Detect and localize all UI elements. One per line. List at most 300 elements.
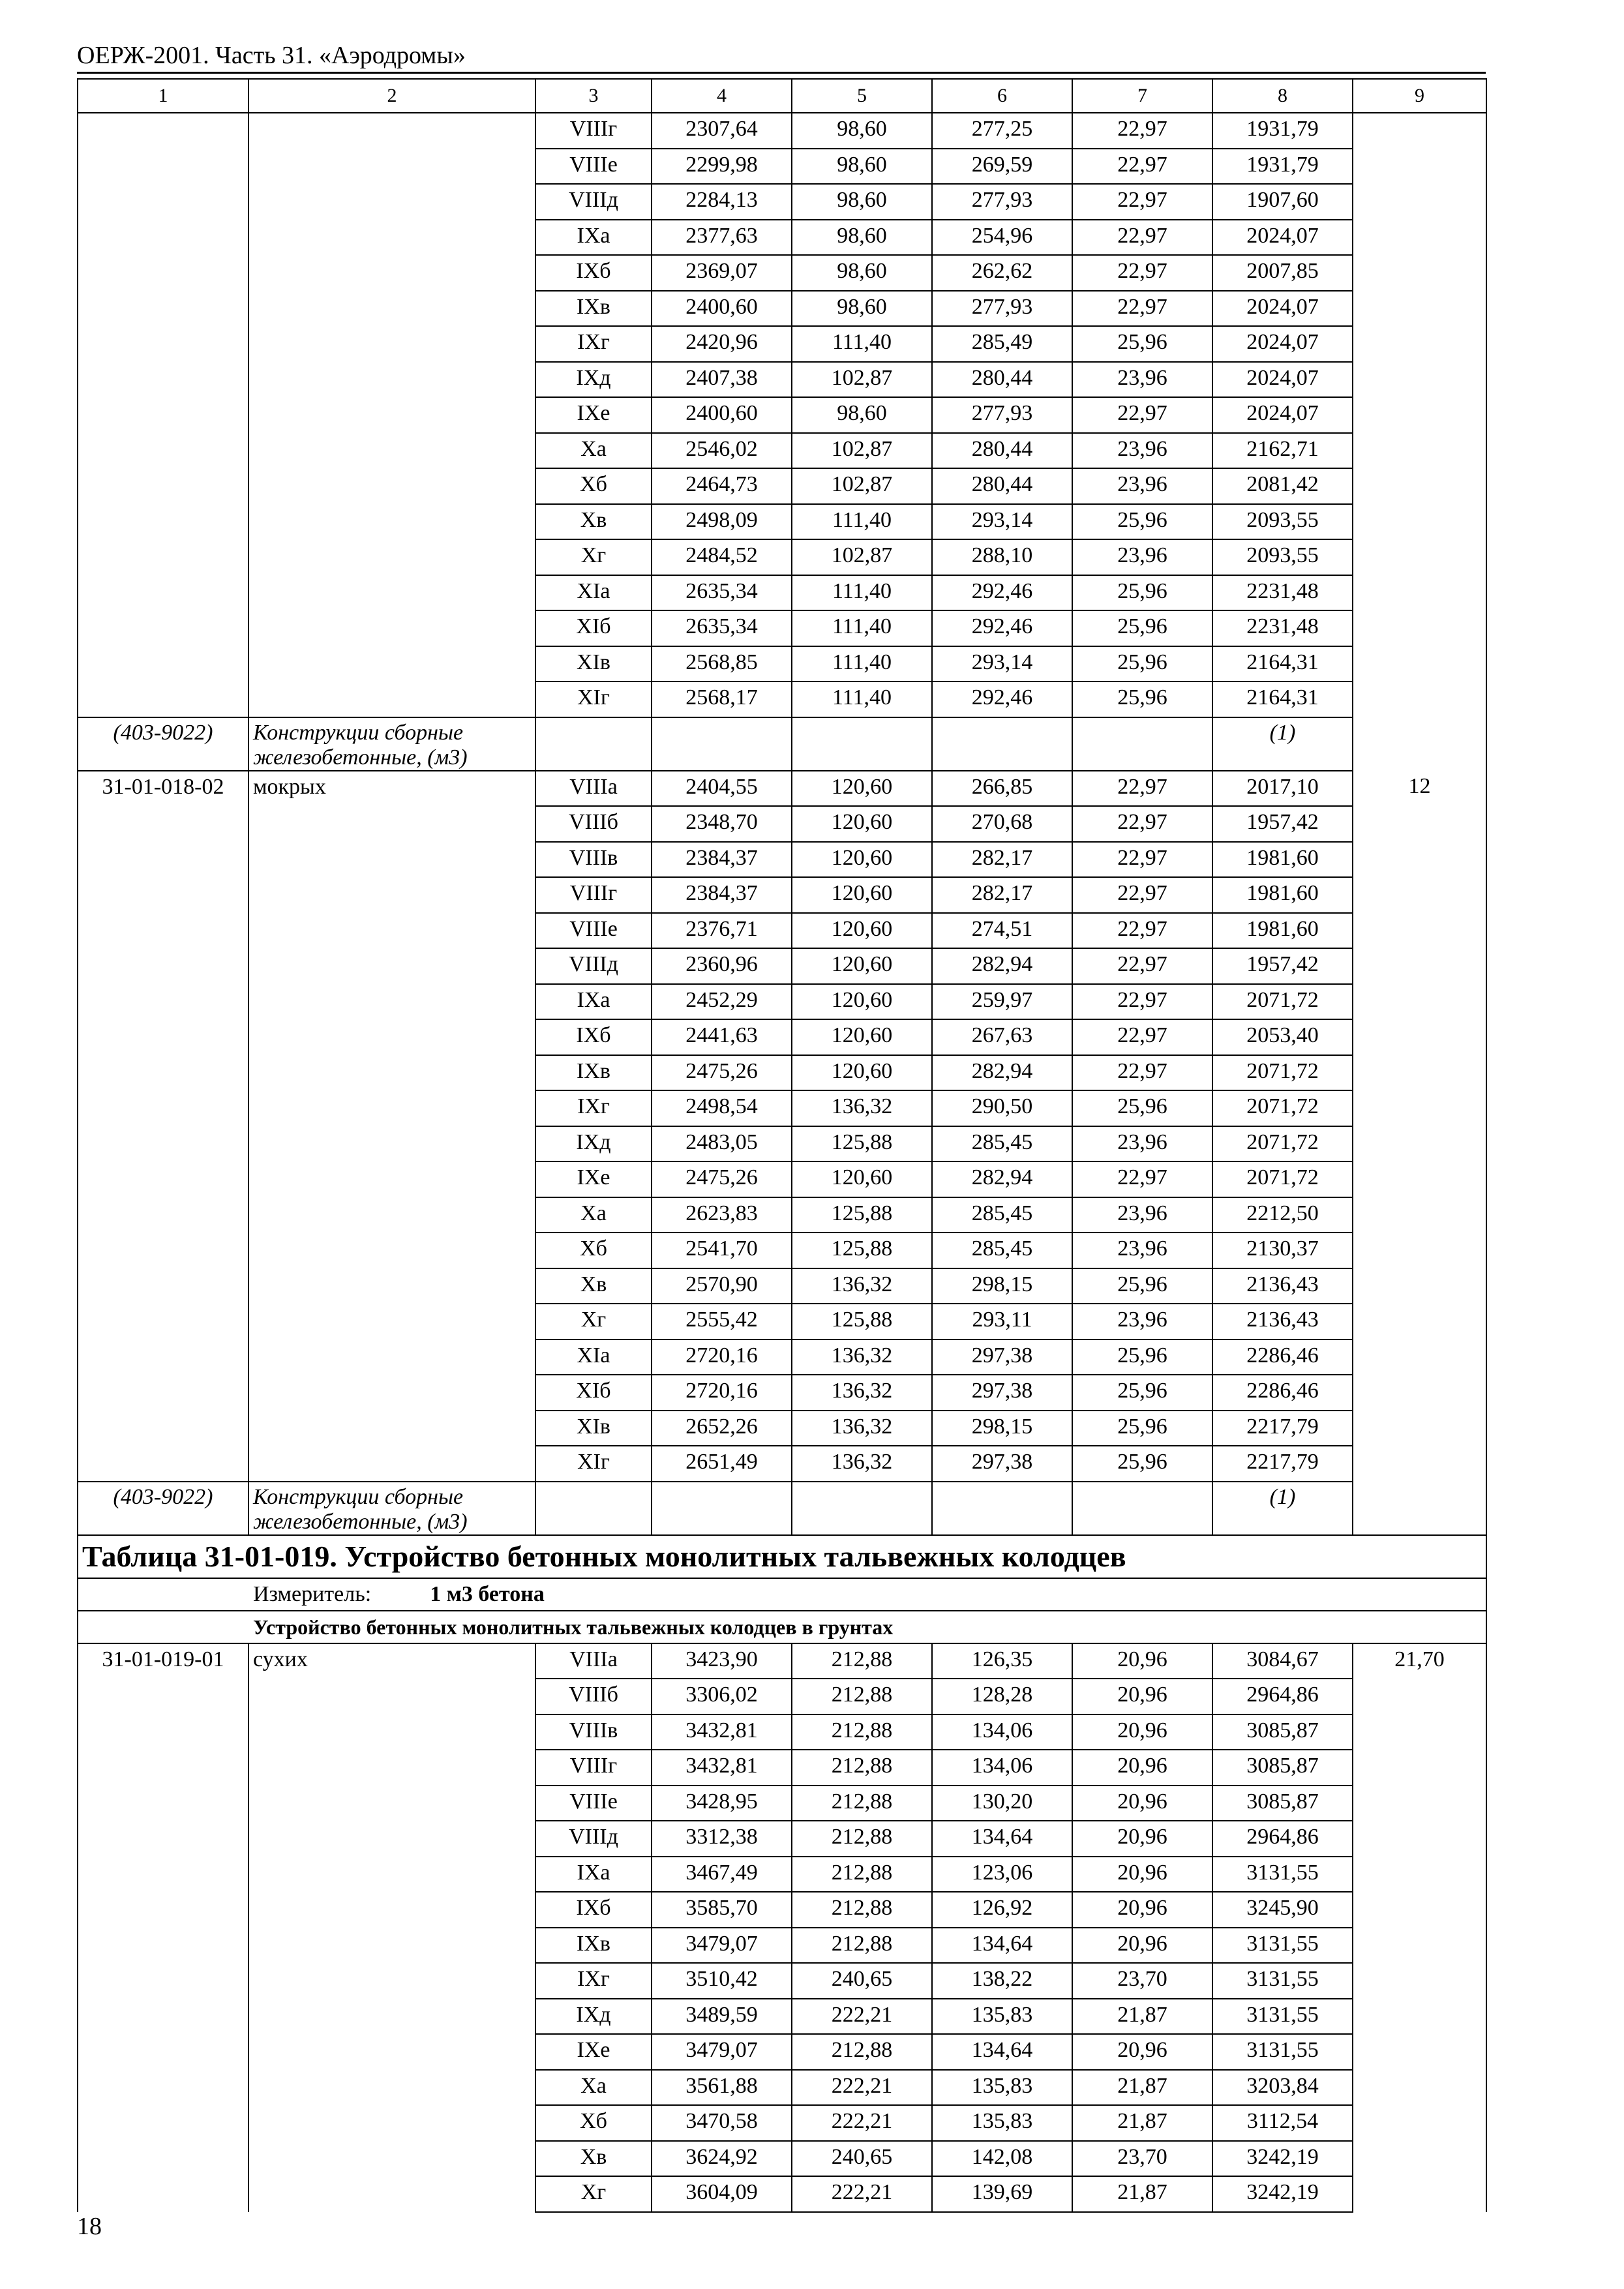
table-row (78, 1643, 1486, 1679)
value-cell: 22,97 (1072, 1055, 1212, 1091)
value-cell: 2162,71 (1212, 433, 1353, 469)
value-cell: 3131,55 (1212, 1999, 1353, 2035)
value-cell: 3085,87 (1212, 1714, 1353, 1750)
soil-group: IXг (535, 1963, 652, 1999)
value-cell: 142,08 (932, 2141, 1072, 2177)
soil-group: XIг (535, 681, 652, 717)
value-cell: 3432,81 (652, 1714, 792, 1750)
value-cell: 3131,55 (1212, 2034, 1353, 2070)
material-qty: (1) (1212, 717, 1353, 771)
value-cell: 3432,81 (652, 1750, 792, 1786)
value-cell: 20,96 (1072, 1714, 1212, 1750)
soil-group: XIв (535, 1411, 652, 1446)
value-cell: 23,96 (1072, 433, 1212, 469)
value-cell: 135,83 (932, 2070, 1072, 2106)
value-cell: 139,69 (932, 2176, 1072, 2212)
value-cell: 120,60 (792, 806, 932, 842)
value-cell: 212,88 (792, 1679, 932, 1714)
table-title: Таблица 31-01-019. Устройство бетонных монолитных тальвежных колодцев (78, 1535, 1486, 1578)
value-cell: 2081,42 (1212, 468, 1353, 504)
value-cell: 2231,48 (1212, 575, 1353, 611)
value-cell: 2464,73 (652, 468, 792, 504)
value-cell: 222,21 (792, 2070, 932, 2106)
value-cell: 2369,07 (652, 255, 792, 291)
soil-group: Xб (535, 1233, 652, 1268)
empty-cell (535, 717, 652, 771)
soil-group: Xг (535, 539, 652, 575)
value-cell: 23,70 (1072, 1963, 1212, 1999)
material-name: Конструкции сборные железобетонные, (м3) (248, 1482, 535, 1535)
value-cell: 120,60 (792, 984, 932, 1020)
rates-table-body (78, 79, 1486, 2212)
value-cell: 277,93 (932, 397, 1072, 433)
value-cell: 2720,16 (652, 1375, 792, 1411)
value-cell: 2284,13 (652, 184, 792, 220)
value-cell: 22,97 (1072, 877, 1212, 913)
value-cell: 120,60 (792, 1161, 932, 1197)
work-name: мокрых (248, 771, 535, 1482)
material-qty: (1) (1212, 1482, 1353, 1535)
soil-group: VIIIе (535, 149, 652, 185)
value-cell: 2570,90 (652, 1268, 792, 1304)
value-cell: 282,94 (932, 1055, 1072, 1091)
value-cell: 2400,60 (652, 397, 792, 433)
material-note-row (78, 717, 1486, 771)
rate-code: 31-01-018-02 (78, 771, 248, 1482)
value-cell: 262,62 (932, 255, 1072, 291)
value-cell: 267,63 (932, 1019, 1072, 1055)
value-cell: 2071,72 (1212, 984, 1353, 1020)
value-cell: 2498,54 (652, 1090, 792, 1126)
value-cell: 293,14 (932, 504, 1072, 540)
value-cell: 292,46 (932, 681, 1072, 717)
value-cell: 136,32 (792, 1090, 932, 1126)
value-cell: 20,96 (1072, 1643, 1212, 1679)
value-cell: 3112,54 (1212, 2105, 1353, 2141)
value-cell: 120,60 (792, 1055, 932, 1091)
value-cell: 23,96 (1072, 1126, 1212, 1162)
value-cell: 280,44 (932, 433, 1072, 469)
material-name: Конструкции сборные железобетонные, (м3) (248, 717, 535, 771)
soil-group: IXе (535, 1161, 652, 1197)
soil-group: IXа (535, 984, 652, 1020)
value-cell: 3479,07 (652, 2034, 792, 2070)
value-cell: 21,87 (1072, 2070, 1212, 2106)
value-cell: 22,97 (1072, 220, 1212, 256)
value-cell: 120,60 (792, 842, 932, 878)
value-cell: 212,88 (792, 1643, 932, 1679)
value-cell: 2217,79 (1212, 1411, 1353, 1446)
measure-value: 1 м3 бетона (430, 1581, 545, 1606)
empty-cell (792, 1482, 932, 1535)
value-cell: 2136,43 (1212, 1304, 1353, 1339)
soil-group: VIIIд (535, 948, 652, 984)
value-cell: 25,96 (1072, 1268, 1212, 1304)
value-cell: 136,32 (792, 1411, 932, 1446)
empty-cell (1072, 717, 1212, 771)
col-number: 3 (535, 79, 652, 113)
value-cell: 270,68 (932, 806, 1072, 842)
value-cell: 111,40 (792, 646, 932, 682)
labor-value (1353, 113, 1486, 771)
value-cell: 23,70 (1072, 2141, 1212, 2177)
empty-cell (932, 717, 1072, 771)
value-cell: 2377,63 (652, 220, 792, 256)
value-cell: 240,65 (792, 2141, 932, 2177)
col-number: 7 (1072, 79, 1212, 113)
value-cell: 22,97 (1072, 984, 1212, 1020)
value-cell: 2071,72 (1212, 1090, 1353, 1126)
soil-group: Xа (535, 1197, 652, 1233)
value-cell: 125,88 (792, 1304, 932, 1339)
value-cell: 2635,34 (652, 610, 792, 646)
value-cell: 2231,48 (1212, 610, 1353, 646)
value-cell: 111,40 (792, 610, 932, 646)
soil-group: VIIIа (535, 1643, 652, 1679)
value-cell: 3489,59 (652, 1999, 792, 2035)
col-number: 9 (1353, 79, 1486, 113)
value-cell: 3561,88 (652, 2070, 792, 2106)
value-cell: 22,97 (1072, 113, 1212, 149)
soil-group: IXа (535, 1857, 652, 1893)
value-cell: 2071,72 (1212, 1126, 1353, 1162)
value-cell: 22,97 (1072, 806, 1212, 842)
value-cell: 23,96 (1072, 1197, 1212, 1233)
soil-group: XIв (535, 646, 652, 682)
value-cell: 136,32 (792, 1339, 932, 1375)
value-cell: 222,21 (792, 2176, 932, 2212)
value-cell: 20,96 (1072, 1750, 1212, 1786)
value-cell: 212,88 (792, 2034, 932, 2070)
soil-group: VIIIб (535, 1679, 652, 1714)
value-cell: 3604,09 (652, 2176, 792, 2212)
soil-group: VIIIв (535, 1714, 652, 1750)
labor-value: 12 (1353, 771, 1486, 1535)
value-cell: 292,46 (932, 575, 1072, 611)
value-cell: 120,60 (792, 1019, 932, 1055)
value-cell: 20,96 (1072, 1892, 1212, 1928)
value-cell: 126,35 (932, 1643, 1072, 1679)
soil-group: IXд (535, 1999, 652, 2035)
value-cell: 20,96 (1072, 1679, 1212, 1714)
value-cell: 285,45 (932, 1233, 1072, 1268)
material-code: (403-9022) (78, 717, 248, 771)
soil-group: Xв (535, 1268, 652, 1304)
value-cell: 102,87 (792, 468, 932, 504)
value-cell: 1957,42 (1212, 948, 1353, 984)
value-cell: 125,88 (792, 1233, 932, 1268)
value-cell: 22,97 (1072, 184, 1212, 220)
value-cell: 22,97 (1072, 948, 1212, 984)
value-cell: 2360,96 (652, 948, 792, 984)
value-cell: 2483,05 (652, 1126, 792, 1162)
value-cell: 25,96 (1072, 1375, 1212, 1411)
value-cell: 134,06 (932, 1714, 1072, 1750)
value-cell: 212,88 (792, 1928, 932, 1964)
soil-group: Xа (535, 2070, 652, 2106)
value-cell: 282,94 (932, 1161, 1072, 1197)
value-cell: 274,51 (932, 913, 1072, 949)
value-cell: 22,97 (1072, 149, 1212, 185)
soil-group: XIб (535, 1375, 652, 1411)
soil-group: VIIIе (535, 1786, 652, 1821)
value-cell: 3306,02 (652, 1679, 792, 1714)
value-cell: 3085,87 (1212, 1786, 1353, 1821)
value-cell: 277,93 (932, 291, 1072, 327)
soil-group: XIа (535, 575, 652, 611)
value-cell: 280,44 (932, 362, 1072, 398)
soil-group: IXд (535, 1126, 652, 1162)
value-cell: 2546,02 (652, 433, 792, 469)
value-cell: 1981,60 (1212, 877, 1353, 913)
work-name: сухих (248, 1643, 535, 2212)
value-cell: 98,60 (792, 397, 932, 433)
value-cell: 21,87 (1072, 2176, 1212, 2212)
value-cell: 2286,46 (1212, 1375, 1353, 1411)
value-cell: 25,96 (1072, 1339, 1212, 1375)
value-cell: 2568,17 (652, 681, 792, 717)
value-cell: 22,97 (1072, 397, 1212, 433)
value-cell: 2348,70 (652, 806, 792, 842)
value-cell: 3203,84 (1212, 2070, 1353, 2106)
table-title-row (78, 1535, 1486, 1578)
empty-cell (652, 717, 792, 771)
value-cell: 2400,60 (652, 291, 792, 327)
value-cell: 125,88 (792, 1197, 932, 1233)
value-cell: 22,97 (1072, 842, 1212, 878)
page-header: ОЕРЖ-2001. Часть 31. «Аэродромы» (77, 42, 466, 69)
value-cell: 23,96 (1072, 1233, 1212, 1268)
value-cell: 128,28 (932, 1679, 1072, 1714)
value-cell: 98,60 (792, 184, 932, 220)
value-cell: 259,97 (932, 984, 1072, 1020)
work-name (248, 113, 535, 717)
value-cell: 22,97 (1072, 771, 1212, 807)
value-cell: 98,60 (792, 220, 932, 256)
value-cell: 2053,40 (1212, 1019, 1353, 1055)
labor-value: 21,70 (1353, 1643, 1486, 2212)
value-cell: 3131,55 (1212, 1928, 1353, 1964)
value-cell: 22,97 (1072, 255, 1212, 291)
soil-group: IXе (535, 397, 652, 433)
value-cell: 3242,19 (1212, 2141, 1353, 2177)
value-cell: 288,10 (932, 539, 1072, 575)
value-cell: 2623,83 (652, 1197, 792, 1233)
value-cell: 2452,29 (652, 984, 792, 1020)
col-number: 2 (248, 79, 535, 113)
value-cell: 25,96 (1072, 681, 1212, 717)
value-cell: 25,96 (1072, 610, 1212, 646)
value-cell: 212,88 (792, 1786, 932, 1821)
soil-group: IXе (535, 2034, 652, 2070)
value-cell: 136,32 (792, 1375, 932, 1411)
value-cell: 22,97 (1072, 291, 1212, 327)
soil-group: VIIIг (535, 113, 652, 149)
value-cell: 134,06 (932, 1750, 1072, 1786)
value-cell: 3428,95 (652, 1786, 792, 1821)
value-cell: 2164,31 (1212, 681, 1353, 717)
value-cell: 2568,85 (652, 646, 792, 682)
value-cell: 20,96 (1072, 1857, 1212, 1893)
col-number: 1 (78, 79, 248, 113)
soil-group: VIIIа (535, 771, 652, 807)
value-cell: 25,96 (1072, 646, 1212, 682)
value-cell: 2136,43 (1212, 1268, 1353, 1304)
value-cell: 2071,72 (1212, 1161, 1353, 1197)
table-row (78, 113, 1486, 149)
value-cell: 2720,16 (652, 1339, 792, 1375)
soil-group: IXб (535, 1892, 652, 1928)
value-cell: 23,96 (1072, 468, 1212, 504)
value-cell: 111,40 (792, 575, 932, 611)
value-cell: 2635,34 (652, 575, 792, 611)
value-cell: 120,60 (792, 877, 932, 913)
value-cell: 25,96 (1072, 1446, 1212, 1482)
value-cell: 2024,07 (1212, 220, 1353, 256)
measure-cell (78, 1578, 1486, 1611)
value-cell: 2307,64 (652, 113, 792, 149)
value-cell: 98,60 (792, 291, 932, 327)
value-cell: 269,59 (932, 149, 1072, 185)
value-cell: 2286,46 (1212, 1339, 1353, 1375)
rate-code (78, 113, 248, 717)
empty-cell (1072, 1482, 1212, 1535)
value-cell: 20,96 (1072, 1928, 1212, 1964)
column-number-row (78, 79, 1486, 113)
value-cell: 3131,55 (1212, 1857, 1353, 1893)
soil-group: Xг (535, 1304, 652, 1339)
value-cell: 98,60 (792, 255, 932, 291)
value-cell: 25,96 (1072, 575, 1212, 611)
value-cell: 2475,26 (652, 1161, 792, 1197)
value-cell: 136,32 (792, 1446, 932, 1482)
value-cell: 138,22 (932, 1963, 1072, 1999)
value-cell: 134,64 (932, 1821, 1072, 1857)
value-cell: 222,21 (792, 1999, 932, 2035)
soil-group: IXв (535, 291, 652, 327)
value-cell: 2652,26 (652, 1411, 792, 1446)
value-cell: 280,44 (932, 468, 1072, 504)
value-cell: 135,83 (932, 2105, 1072, 2141)
value-cell: 3131,55 (1212, 1963, 1353, 1999)
value-cell: 3510,42 (652, 1963, 792, 1999)
value-cell: 2384,37 (652, 877, 792, 913)
section-row (78, 1611, 1486, 1643)
value-cell: 21,87 (1072, 1999, 1212, 2035)
empty-cell (652, 1482, 792, 1535)
value-cell: 2541,70 (652, 1233, 792, 1268)
value-cell: 2651,49 (652, 1446, 792, 1482)
soil-group: XIа (535, 1339, 652, 1375)
col-number: 8 (1212, 79, 1353, 113)
soil-group: XIг (535, 1446, 652, 1482)
value-cell: 285,45 (932, 1197, 1072, 1233)
value-cell: 3585,70 (652, 1892, 792, 1928)
value-cell: 2420,96 (652, 326, 792, 362)
value-cell: 3245,90 (1212, 1892, 1353, 1928)
header-rule (77, 72, 1486, 74)
value-cell: 120,60 (792, 948, 932, 984)
value-cell: 22,97 (1072, 1019, 1212, 1055)
soil-group: IXд (535, 362, 652, 398)
soil-group: VIIIе (535, 913, 652, 949)
material-code: (403-9022) (78, 1482, 248, 1535)
value-cell: 2071,72 (1212, 1055, 1353, 1091)
value-cell: 285,45 (932, 1126, 1072, 1162)
value-cell: 1981,60 (1212, 842, 1353, 878)
value-cell: 266,85 (932, 771, 1072, 807)
value-cell: 3085,87 (1212, 1750, 1353, 1786)
value-cell: 2130,37 (1212, 1233, 1353, 1268)
value-cell: 23,96 (1072, 1304, 1212, 1339)
value-cell: 277,93 (932, 184, 1072, 220)
value-cell: 2024,07 (1212, 397, 1353, 433)
value-cell: 23,96 (1072, 362, 1212, 398)
soil-group: VIIIд (535, 184, 652, 220)
value-cell: 254,96 (932, 220, 1072, 256)
value-cell: 135,83 (932, 1999, 1072, 2035)
value-cell: 212,88 (792, 1714, 932, 1750)
value-cell: 2007,85 (1212, 255, 1353, 291)
soil-group: Xв (535, 504, 652, 540)
rates-table (77, 78, 1487, 2213)
empty-cell (535, 1482, 652, 1535)
value-cell: 22,97 (1072, 913, 1212, 949)
soil-group: Xг (535, 2176, 652, 2212)
value-cell: 298,15 (932, 1268, 1072, 1304)
value-cell: 2484,52 (652, 539, 792, 575)
value-cell: 297,38 (932, 1339, 1072, 1375)
value-cell: 2384,37 (652, 842, 792, 878)
soil-group: IXг (535, 1090, 652, 1126)
soil-group: Xб (535, 2105, 652, 2141)
value-cell: 134,64 (932, 1928, 1072, 1964)
value-cell: 2404,55 (652, 771, 792, 807)
col-number: 5 (792, 79, 932, 113)
value-cell: 3242,19 (1212, 2176, 1353, 2212)
section-title: Устройство бетонных монолитных тальвежных колодцев в грунтах (78, 1611, 1486, 1643)
value-cell: 1957,42 (1212, 806, 1353, 842)
col-number: 4 (652, 79, 792, 113)
value-cell: 111,40 (792, 504, 932, 540)
material-note-row (78, 1482, 1486, 1535)
measure-row (78, 1578, 1486, 1611)
value-cell: 102,87 (792, 539, 932, 575)
value-cell: 277,25 (932, 113, 1072, 149)
value-cell: 126,92 (932, 1892, 1072, 1928)
value-cell: 212,88 (792, 1857, 932, 1893)
value-cell: 212,88 (792, 1750, 932, 1786)
value-cell: 2441,63 (652, 1019, 792, 1055)
measure-label: Измеритель: (253, 1581, 372, 1606)
value-cell: 2376,71 (652, 913, 792, 949)
soil-group: IXв (535, 1928, 652, 1964)
value-cell: 2164,31 (1212, 646, 1353, 682)
value-cell: 20,96 (1072, 1786, 1212, 1821)
value-cell: 102,87 (792, 362, 932, 398)
value-cell: 2555,42 (652, 1304, 792, 1339)
value-cell: 2498,09 (652, 504, 792, 540)
value-cell: 297,38 (932, 1375, 1072, 1411)
value-cell: 297,38 (932, 1446, 1072, 1482)
value-cell: 98,60 (792, 113, 932, 149)
soil-group: Xб (535, 468, 652, 504)
value-cell: 222,21 (792, 2105, 932, 2141)
value-cell: 130,20 (932, 1786, 1072, 1821)
value-cell: 2299,98 (652, 149, 792, 185)
value-cell: 136,32 (792, 1268, 932, 1304)
soil-group: IXб (535, 1019, 652, 1055)
